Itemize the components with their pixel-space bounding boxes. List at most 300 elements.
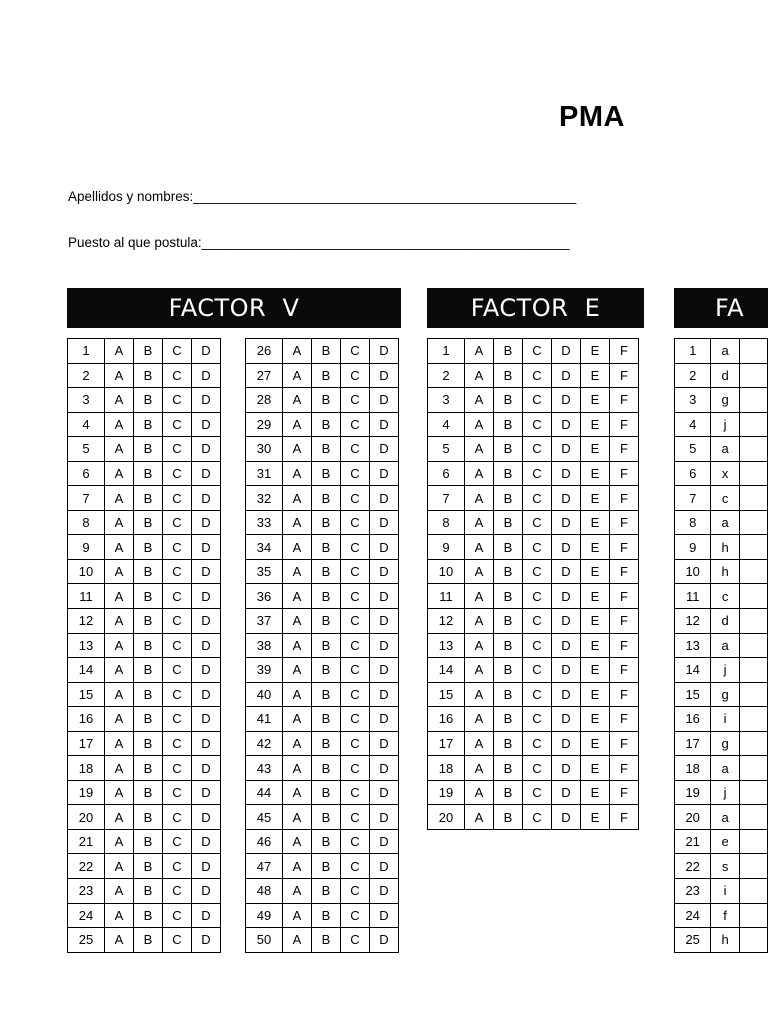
answer-option-c[interactable]: C	[523, 363, 552, 388]
answer-option-f[interactable]: F	[610, 633, 639, 658]
answer-option-a[interactable]: A	[105, 510, 134, 535]
answer-option-c[interactable]: C	[341, 510, 370, 535]
answer-option-a[interactable]: A	[283, 879, 312, 904]
answer-option-b[interactable]: B	[312, 756, 341, 781]
answer-option-d[interactable]: D	[192, 756, 221, 781]
answer-option-a[interactable]: A	[105, 780, 134, 805]
answer-letter[interactable]: a	[711, 339, 739, 364]
answer-option-a[interactable]: A	[105, 928, 134, 953]
answer-option-f[interactable]: F	[610, 731, 639, 756]
answer-option-d[interactable]: D	[552, 388, 581, 413]
answer-option-b[interactable]: B	[134, 633, 163, 658]
answer-option-a[interactable]: A	[105, 584, 134, 609]
answer-option-a[interactable]: A	[283, 658, 312, 683]
answer-option-d[interactable]: D	[552, 707, 581, 732]
answer-option-a[interactable]: A	[283, 756, 312, 781]
answer-option-a[interactable]: A	[105, 756, 134, 781]
answer-option-a[interactable]: A	[465, 510, 494, 535]
answer-option-b[interactable]: B	[134, 879, 163, 904]
answer-option-c[interactable]: C	[341, 559, 370, 584]
answer-option-d[interactable]: D	[552, 486, 581, 511]
answer-option-blank[interactable]	[739, 854, 767, 879]
answer-option-a[interactable]: A	[465, 584, 494, 609]
answer-option-b[interactable]: B	[312, 805, 341, 830]
answer-option-c[interactable]: C	[523, 609, 552, 634]
answer-option-c[interactable]: C	[523, 510, 552, 535]
answer-option-b[interactable]: B	[134, 363, 163, 388]
answer-option-d[interactable]: D	[192, 510, 221, 535]
answer-option-e[interactable]: E	[581, 559, 610, 584]
answer-letter[interactable]: d	[711, 609, 739, 634]
answer-option-b[interactable]: B	[134, 412, 163, 437]
answer-option-b[interactable]: B	[494, 584, 523, 609]
answer-option-c[interactable]: C	[163, 633, 192, 658]
answer-option-d[interactable]: D	[552, 780, 581, 805]
answer-option-f[interactable]: F	[610, 658, 639, 683]
answer-option-b[interactable]: B	[312, 633, 341, 658]
answer-option-b[interactable]: B	[312, 584, 341, 609]
answer-option-b[interactable]: B	[312, 486, 341, 511]
answer-option-d[interactable]: D	[192, 535, 221, 560]
answer-letter[interactable]: a	[711, 756, 739, 781]
answer-option-a[interactable]: A	[105, 805, 134, 830]
answer-option-c[interactable]: C	[341, 854, 370, 879]
answer-option-d[interactable]: D	[552, 731, 581, 756]
answer-option-c[interactable]: C	[341, 658, 370, 683]
answer-option-blank[interactable]	[739, 829, 767, 854]
answer-option-d[interactable]: D	[370, 633, 399, 658]
answer-option-d[interactable]: D	[370, 388, 399, 413]
answer-option-b[interactable]: B	[312, 461, 341, 486]
answer-option-b[interactable]: B	[312, 682, 341, 707]
answer-option-e[interactable]: E	[581, 437, 610, 462]
answer-option-e[interactable]: E	[581, 535, 610, 560]
answer-option-d[interactable]: D	[552, 559, 581, 584]
answer-option-d[interactable]: D	[552, 339, 581, 364]
answer-option-a[interactable]: A	[283, 584, 312, 609]
answer-option-d[interactable]: D	[552, 682, 581, 707]
answer-option-b[interactable]: B	[312, 879, 341, 904]
answer-option-c[interactable]: C	[523, 756, 552, 781]
answer-option-d[interactable]: D	[192, 584, 221, 609]
answer-option-a[interactable]: A	[465, 412, 494, 437]
answer-option-d[interactable]: D	[552, 363, 581, 388]
answer-option-a[interactable]: A	[465, 731, 494, 756]
answer-option-b[interactable]: B	[494, 510, 523, 535]
answer-option-a[interactable]: A	[105, 388, 134, 413]
answer-option-c[interactable]: C	[523, 412, 552, 437]
answer-option-d[interactable]: D	[552, 609, 581, 634]
answer-option-blank[interactable]	[739, 486, 767, 511]
answer-option-b[interactable]: B	[134, 903, 163, 928]
answer-option-a[interactable]: A	[465, 805, 494, 830]
answer-option-a[interactable]: A	[105, 731, 134, 756]
answer-option-a[interactable]: A	[105, 559, 134, 584]
answer-option-c[interactable]: C	[341, 339, 370, 364]
answer-option-c[interactable]: C	[163, 510, 192, 535]
answer-option-b[interactable]: B	[312, 854, 341, 879]
answer-option-c[interactable]: C	[523, 486, 552, 511]
answer-option-b[interactable]: B	[312, 903, 341, 928]
answer-option-b[interactable]: B	[494, 805, 523, 830]
answer-option-a[interactable]: A	[283, 388, 312, 413]
answer-option-e[interactable]: E	[581, 461, 610, 486]
answer-option-blank[interactable]	[739, 339, 767, 364]
answer-option-f[interactable]: F	[610, 559, 639, 584]
answer-option-f[interactable]: F	[610, 363, 639, 388]
answer-letter[interactable]: g	[711, 682, 739, 707]
answer-option-c[interactable]: C	[523, 388, 552, 413]
answer-option-blank[interactable]	[739, 756, 767, 781]
answer-option-c[interactable]: C	[341, 707, 370, 732]
answer-option-a[interactable]: A	[283, 780, 312, 805]
answer-option-b[interactable]: B	[134, 510, 163, 535]
answer-option-blank[interactable]	[739, 535, 767, 560]
answer-letter[interactable]: c	[711, 486, 739, 511]
answer-option-a[interactable]: A	[465, 658, 494, 683]
answer-option-f[interactable]: F	[610, 682, 639, 707]
answer-option-d[interactable]: D	[552, 437, 581, 462]
answer-option-c[interactable]: C	[163, 854, 192, 879]
answer-letter[interactable]: c	[711, 584, 739, 609]
answer-option-d[interactable]: D	[192, 559, 221, 584]
answer-letter[interactable]: i	[711, 707, 739, 732]
answer-option-e[interactable]: E	[581, 658, 610, 683]
answer-option-b[interactable]: B	[312, 829, 341, 854]
answer-option-d[interactable]: D	[370, 707, 399, 732]
answer-option-b[interactable]: B	[494, 633, 523, 658]
answer-option-e[interactable]: E	[581, 486, 610, 511]
answer-option-c[interactable]: C	[341, 829, 370, 854]
answer-option-blank[interactable]	[739, 461, 767, 486]
answer-option-a[interactable]: A	[283, 437, 312, 462]
answer-option-a[interactable]: A	[105, 486, 134, 511]
answer-option-b[interactable]: B	[134, 928, 163, 953]
answer-option-e[interactable]: E	[581, 805, 610, 830]
answer-option-a[interactable]: A	[465, 339, 494, 364]
answer-option-b[interactable]: B	[134, 388, 163, 413]
answer-option-f[interactable]: F	[610, 584, 639, 609]
answer-option-c[interactable]: C	[163, 879, 192, 904]
answer-option-e[interactable]: E	[581, 682, 610, 707]
answer-option-a[interactable]: A	[283, 731, 312, 756]
answer-option-e[interactable]: E	[581, 339, 610, 364]
answer-option-d[interactable]: D	[192, 805, 221, 830]
answer-option-c[interactable]: C	[523, 780, 552, 805]
answer-option-a[interactable]: A	[465, 388, 494, 413]
answer-option-c[interactable]: C	[523, 682, 552, 707]
answer-option-b[interactable]: B	[494, 388, 523, 413]
answer-option-a[interactable]: A	[465, 756, 494, 781]
answer-option-c[interactable]: C	[523, 437, 552, 462]
answer-option-c[interactable]: C	[163, 412, 192, 437]
answer-option-a[interactable]: A	[105, 707, 134, 732]
answer-letter[interactable]: a	[711, 437, 739, 462]
answer-option-b[interactable]: B	[494, 486, 523, 511]
answer-option-b[interactable]: B	[312, 658, 341, 683]
answer-option-c[interactable]: C	[163, 682, 192, 707]
answer-option-a[interactable]: A	[105, 437, 134, 462]
answer-option-a[interactable]: A	[465, 707, 494, 732]
answer-option-a[interactable]: A	[105, 609, 134, 634]
answer-option-a[interactable]: A	[283, 535, 312, 560]
answer-option-d[interactable]: D	[370, 363, 399, 388]
answer-option-d[interactable]: D	[552, 584, 581, 609]
answer-option-blank[interactable]	[739, 633, 767, 658]
answer-option-a[interactable]: A	[105, 879, 134, 904]
answer-option-b[interactable]: B	[494, 461, 523, 486]
answer-option-b[interactable]: B	[134, 339, 163, 364]
answer-option-blank[interactable]	[739, 928, 767, 953]
answer-option-blank[interactable]	[739, 559, 767, 584]
answer-option-a[interactable]: A	[465, 535, 494, 560]
answer-option-d[interactable]: D	[370, 412, 399, 437]
answer-option-e[interactable]: E	[581, 584, 610, 609]
answer-option-c[interactable]: C	[523, 633, 552, 658]
answer-option-d[interactable]: D	[192, 731, 221, 756]
answer-letter[interactable]: e	[711, 829, 739, 854]
answer-option-b[interactable]: B	[134, 559, 163, 584]
answer-option-d[interactable]: D	[370, 609, 399, 634]
answer-option-blank[interactable]	[739, 707, 767, 732]
answer-option-f[interactable]: F	[610, 339, 639, 364]
answer-letter[interactable]: g	[711, 388, 739, 413]
answer-option-b[interactable]: B	[134, 731, 163, 756]
answer-option-a[interactable]: A	[283, 903, 312, 928]
answer-option-a[interactable]: A	[465, 559, 494, 584]
answer-option-b[interactable]: B	[494, 756, 523, 781]
answer-option-e[interactable]: E	[581, 510, 610, 535]
answer-option-b[interactable]: B	[494, 363, 523, 388]
answer-option-a[interactable]: A	[283, 829, 312, 854]
answer-option-d[interactable]: D	[552, 535, 581, 560]
answer-option-c[interactable]: C	[523, 559, 552, 584]
answer-option-d[interactable]: D	[192, 609, 221, 634]
answer-option-b[interactable]: B	[494, 780, 523, 805]
answer-option-c[interactable]: C	[523, 658, 552, 683]
answer-option-c[interactable]: C	[163, 928, 192, 953]
answer-option-d[interactable]: D	[552, 756, 581, 781]
answer-option-d[interactable]: D	[370, 584, 399, 609]
answer-option-a[interactable]: A	[105, 363, 134, 388]
answer-option-b[interactable]: B	[312, 339, 341, 364]
answer-option-d[interactable]: D	[370, 805, 399, 830]
answer-option-a[interactable]: A	[465, 682, 494, 707]
answer-option-c[interactable]: C	[341, 363, 370, 388]
answer-option-e[interactable]: E	[581, 780, 610, 805]
answer-option-b[interactable]: B	[312, 559, 341, 584]
answer-option-c[interactable]: C	[163, 363, 192, 388]
answer-option-a[interactable]: A	[105, 854, 134, 879]
answer-option-b[interactable]: B	[134, 756, 163, 781]
answer-option-b[interactable]: B	[312, 412, 341, 437]
answer-option-c[interactable]: C	[163, 609, 192, 634]
answer-option-e[interactable]: E	[581, 756, 610, 781]
answer-option-a[interactable]: A	[283, 486, 312, 511]
answer-option-a[interactable]: A	[105, 339, 134, 364]
answer-option-b[interactable]: B	[494, 535, 523, 560]
answer-option-d[interactable]: D	[552, 412, 581, 437]
answer-option-b[interactable]: B	[494, 707, 523, 732]
answer-option-b[interactable]: B	[134, 461, 163, 486]
answer-option-b[interactable]: B	[494, 339, 523, 364]
answer-option-b[interactable]: B	[312, 928, 341, 953]
answer-option-c[interactable]: C	[341, 928, 370, 953]
answer-option-c[interactable]: C	[523, 805, 552, 830]
answer-option-a[interactable]: A	[465, 486, 494, 511]
answer-option-a[interactable]: A	[283, 854, 312, 879]
answer-option-a[interactable]: A	[283, 609, 312, 634]
answer-letter[interactable]: a	[711, 510, 739, 535]
answer-option-c[interactable]: C	[163, 658, 192, 683]
answer-option-d[interactable]: D	[192, 388, 221, 413]
answer-option-d[interactable]: D	[370, 879, 399, 904]
answer-option-d[interactable]: D	[192, 854, 221, 879]
answer-letter[interactable]: a	[711, 633, 739, 658]
answer-option-b[interactable]: B	[134, 682, 163, 707]
answer-option-d[interactable]: D	[370, 731, 399, 756]
answer-option-b[interactable]: B	[312, 363, 341, 388]
answer-option-d[interactable]: D	[192, 363, 221, 388]
answer-option-d[interactable]: D	[370, 510, 399, 535]
answer-option-a[interactable]: A	[465, 780, 494, 805]
answer-option-b[interactable]: B	[312, 609, 341, 634]
answer-letter[interactable]: g	[711, 731, 739, 756]
answer-option-b[interactable]: B	[134, 609, 163, 634]
answer-option-c[interactable]: C	[341, 584, 370, 609]
answer-letter[interactable]: h	[711, 928, 739, 953]
answer-option-b[interactable]: B	[134, 658, 163, 683]
answer-option-blank[interactable]	[739, 388, 767, 413]
answer-option-a[interactable]: A	[465, 437, 494, 462]
answer-option-d[interactable]: D	[192, 461, 221, 486]
answer-option-c[interactable]: C	[163, 584, 192, 609]
answer-option-blank[interactable]	[739, 510, 767, 535]
answer-option-a[interactable]: A	[465, 461, 494, 486]
answer-option-d[interactable]: D	[192, 903, 221, 928]
answer-option-d[interactable]: D	[370, 854, 399, 879]
answer-option-d[interactable]: D	[370, 535, 399, 560]
answer-option-c[interactable]: C	[341, 805, 370, 830]
answer-option-c[interactable]: C	[341, 756, 370, 781]
answer-letter[interactable]: j	[711, 412, 739, 437]
answer-option-b[interactable]: B	[312, 731, 341, 756]
answer-letter[interactable]: s	[711, 854, 739, 879]
answer-option-d[interactable]: D	[192, 879, 221, 904]
answer-option-d[interactable]: D	[192, 633, 221, 658]
answer-option-d[interactable]: D	[552, 658, 581, 683]
answer-option-a[interactable]: A	[283, 461, 312, 486]
answer-option-c[interactable]: C	[341, 879, 370, 904]
answer-option-blank[interactable]	[739, 682, 767, 707]
answer-option-b[interactable]: B	[134, 535, 163, 560]
answer-option-a[interactable]: A	[283, 559, 312, 584]
answer-option-a[interactable]: A	[105, 682, 134, 707]
answer-option-b[interactable]: B	[494, 609, 523, 634]
answer-option-d[interactable]: D	[552, 633, 581, 658]
answer-option-a[interactable]: A	[465, 633, 494, 658]
answer-option-d[interactable]: D	[370, 682, 399, 707]
answer-option-b[interactable]: B	[134, 486, 163, 511]
answer-option-blank[interactable]	[739, 584, 767, 609]
answer-option-e[interactable]: E	[581, 363, 610, 388]
answer-letter[interactable]: h	[711, 535, 739, 560]
answer-option-blank[interactable]	[739, 363, 767, 388]
answer-option-f[interactable]: F	[610, 535, 639, 560]
answer-option-a[interactable]: A	[283, 682, 312, 707]
answer-option-c[interactable]: C	[163, 339, 192, 364]
answer-option-d[interactable]: D	[552, 510, 581, 535]
answer-option-c[interactable]: C	[523, 584, 552, 609]
answer-option-c[interactable]: C	[163, 486, 192, 511]
answer-letter[interactable]: h	[711, 559, 739, 584]
answer-option-a[interactable]: A	[283, 928, 312, 953]
answer-option-a[interactable]: A	[105, 535, 134, 560]
answer-option-c[interactable]: C	[163, 903, 192, 928]
answer-option-d[interactable]: D	[370, 829, 399, 854]
answer-option-f[interactable]: F	[610, 510, 639, 535]
answer-option-a[interactable]: A	[105, 412, 134, 437]
answer-option-a[interactable]: A	[105, 658, 134, 683]
answer-option-d[interactable]: D	[370, 559, 399, 584]
answer-option-d[interactable]: D	[192, 339, 221, 364]
answer-option-b[interactable]: B	[312, 388, 341, 413]
answer-option-c[interactable]: C	[523, 707, 552, 732]
answer-option-b[interactable]: B	[312, 780, 341, 805]
answer-option-c[interactable]: C	[341, 903, 370, 928]
answer-letter[interactable]: x	[711, 461, 739, 486]
answer-option-d[interactable]: D	[192, 486, 221, 511]
answer-option-a[interactable]: A	[283, 339, 312, 364]
answer-option-c[interactable]: C	[341, 388, 370, 413]
answer-option-a[interactable]: A	[283, 805, 312, 830]
answer-option-d[interactable]: D	[192, 707, 221, 732]
answer-option-e[interactable]: E	[581, 633, 610, 658]
answer-option-d[interactable]: D	[370, 780, 399, 805]
answer-option-f[interactable]: F	[610, 486, 639, 511]
answer-option-f[interactable]: F	[610, 388, 639, 413]
answer-option-c[interactable]: C	[341, 437, 370, 462]
answer-option-b[interactable]: B	[494, 559, 523, 584]
answer-option-a[interactable]: A	[283, 363, 312, 388]
answer-option-c[interactable]: C	[523, 731, 552, 756]
answer-option-d[interactable]: D	[192, 682, 221, 707]
answer-option-c[interactable]: C	[163, 535, 192, 560]
answer-option-b[interactable]: B	[134, 707, 163, 732]
answer-option-b[interactable]: B	[494, 731, 523, 756]
answer-option-b[interactable]: B	[134, 780, 163, 805]
answer-option-a[interactable]: A	[283, 633, 312, 658]
answer-option-b[interactable]: B	[312, 510, 341, 535]
answer-option-c[interactable]: C	[163, 756, 192, 781]
answer-option-blank[interactable]	[739, 437, 767, 462]
answer-option-c[interactable]: C	[163, 559, 192, 584]
answer-option-c[interactable]: C	[163, 707, 192, 732]
answer-option-b[interactable]: B	[134, 584, 163, 609]
answer-option-d[interactable]: D	[370, 437, 399, 462]
answer-option-c[interactable]: C	[341, 731, 370, 756]
answer-option-c[interactable]: C	[523, 461, 552, 486]
answer-option-blank[interactable]	[739, 879, 767, 904]
answer-option-b[interactable]: B	[312, 707, 341, 732]
answer-option-blank[interactable]	[739, 658, 767, 683]
answer-option-f[interactable]: F	[610, 461, 639, 486]
answer-option-f[interactable]: F	[610, 412, 639, 437]
answer-option-f[interactable]: F	[610, 805, 639, 830]
answer-option-blank[interactable]	[739, 903, 767, 928]
answer-option-f[interactable]: F	[610, 756, 639, 781]
answer-option-b[interactable]: B	[134, 854, 163, 879]
